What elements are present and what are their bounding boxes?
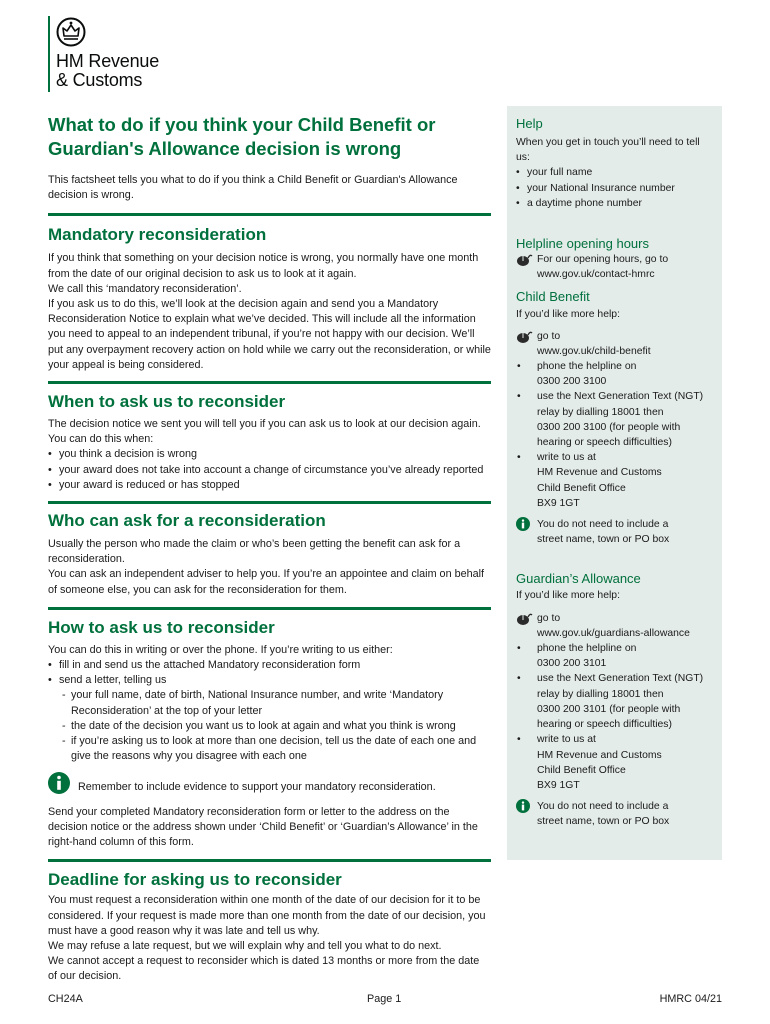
address-line: BX9 1GT bbox=[537, 497, 580, 509]
heading-who-can-ask: Who can ask for a reconsideration bbox=[48, 511, 326, 531]
opening-hours-row bbox=[516, 252, 714, 282]
sidebar-text: phone the helpline on bbox=[537, 361, 637, 373]
list-item: • a daytime phone number bbox=[516, 196, 714, 211]
sidebar-text: relay by dialling 18001 then bbox=[537, 406, 664, 418]
logo-bar bbox=[48, 16, 50, 92]
sidebar-text: go to bbox=[537, 612, 561, 624]
evidence-note bbox=[48, 780, 491, 795]
org-name bbox=[56, 52, 159, 90]
ga-phone-row bbox=[516, 641, 714, 671]
heading-how-to-ask: How to ask us to reconsider bbox=[48, 617, 275, 637]
paragraph: You can do this in writing or over the phone. If you’re writing to us either: bbox=[48, 643, 393, 656]
heading-when-to-ask: When to ask us to reconsider bbox=[48, 392, 286, 412]
bullet-list bbox=[48, 658, 491, 688]
cb-phone-row bbox=[516, 359, 714, 389]
paragraph: Send your completed Mandatory reconsideration form or letter to the address on the decision notice or the address shown under ‘Child Benefit’ or ‘Guardian’s Allowance’ in the right-hand column of this form. bbox=[48, 805, 478, 849]
paragraph: If you think that something on your decision notice is wrong, you normally have one month from the date of our original decision to ask us to look at it again. bbox=[48, 252, 479, 280]
org-name-line2: & Customs bbox=[56, 70, 143, 90]
info-icon bbox=[48, 772, 70, 794]
cb-ngt-row bbox=[516, 389, 714, 450]
contact-hmrc-link[interactable]: www.gov.uk/contact-hmrc bbox=[537, 269, 655, 281]
sidebar-text: phone the helpline on bbox=[537, 643, 637, 655]
info-icon bbox=[516, 799, 530, 813]
form-code: CH24A bbox=[48, 993, 83, 1005]
mouse-icon bbox=[516, 612, 533, 626]
sidebar-text: street name, town or PO box bbox=[537, 816, 670, 828]
bullet-icon: • bbox=[517, 673, 521, 685]
ga-ngt-row bbox=[516, 671, 714, 732]
ga-write-row bbox=[516, 732, 714, 793]
list-item: • you think a decision is wrong bbox=[48, 447, 491, 462]
heading-deadline: Deadline for asking us to reconsider bbox=[48, 870, 342, 890]
page-title: What to do if you think your Child Benefit or Guardian's Allowance decision is wrong bbox=[48, 114, 436, 159]
bullet-icon: • bbox=[517, 643, 521, 655]
sidebar-text: When you get in touch you’ll need to tell us: bbox=[516, 137, 700, 164]
section-divider bbox=[48, 607, 491, 610]
section-divider bbox=[48, 501, 491, 504]
sidebar-text: If you’d like more help: bbox=[516, 590, 620, 602]
paragraph: Usually the person who made the claim or who’s been getting the benefit can ask for a reconsideration. bbox=[48, 538, 461, 566]
note-text: Remember to include evidence to support your mandatory reconsideration. bbox=[78, 781, 436, 794]
ga-info-row bbox=[516, 799, 714, 829]
address-line: BX9 1GT bbox=[537, 779, 580, 791]
list-item: - if you’re asking us to look at more than one decision, tell us the date of each one and give the reasons why you disagree with each one bbox=[62, 734, 491, 764]
mouse-icon bbox=[516, 253, 533, 267]
sidebar-text: You do not need to include a bbox=[537, 519, 669, 531]
sidebar-text: hearing or speech difficulties) bbox=[537, 437, 672, 449]
list-item: • your full name bbox=[516, 165, 714, 180]
sidebar-text: use the Next Generation Text (NGT) bbox=[537, 391, 704, 403]
guardians-allowance-link[interactable]: www.gov.uk/guardians-allowance bbox=[537, 627, 690, 639]
sidebar-text: You do not need to include a bbox=[537, 801, 669, 813]
list-item: • your award does not take into account a change of circumstance you’ve already reported bbox=[48, 463, 491, 478]
sidebar-text: If you’d like more help: bbox=[516, 309, 620, 321]
list-item: • send a letter, telling us bbox=[48, 673, 491, 688]
bullet-icon: • bbox=[517, 734, 521, 746]
cb-web-row bbox=[516, 329, 714, 359]
form-version: HMRC 04/21 bbox=[659, 993, 722, 1005]
info-icon bbox=[516, 517, 530, 531]
page-number: Page 1 bbox=[367, 993, 402, 1005]
sidebar-text: For our opening hours, go to bbox=[537, 254, 669, 266]
mouse-icon bbox=[516, 330, 533, 344]
paragraph: You must request a reconsideration within one month of the date of our decision for it to be considered. If your request is made more than one month from the date of our decision, you must have a good reason why it was late and tell us why. bbox=[48, 894, 486, 937]
list-item: - the date of the decision you want us to look at again and what you think is wrong bbox=[62, 719, 491, 734]
dash-list bbox=[48, 688, 491, 764]
paragraph: We call this ‘mandatory reconsideration’. bbox=[48, 282, 242, 295]
help-sidebar bbox=[507, 106, 722, 860]
intro-text: This factsheet tells you what to do if you think a Child Benefit or Guardian's Allowance decision is wrong. bbox=[48, 174, 458, 202]
org-name-line1: HM Revenue bbox=[56, 51, 160, 71]
paragraph: The decision notice we sent you will tell you if you can ask us to look at our decision again. You can do this when: bbox=[48, 418, 481, 446]
paragraph: You can ask an independent adviser to help you. If you’re an appointee and claim on behalf of someone else, you can ask for the reconsideration for them. bbox=[48, 568, 484, 596]
phone-number: 0300 200 3100 bbox=[537, 376, 607, 388]
address-line: Child Benefit Office bbox=[537, 482, 626, 494]
address-line: HM Revenue and Customs bbox=[537, 749, 662, 761]
section-divider bbox=[48, 381, 491, 384]
cb-write-row bbox=[516, 450, 714, 511]
sidebar-text: relay by dialling 18001 then bbox=[537, 688, 664, 700]
sidebar-heading-guardians-allowance: Guardian’s Allowance bbox=[516, 571, 641, 587]
sidebar-text: street name, town or PO box bbox=[537, 534, 670, 546]
bullet-icon: • bbox=[517, 391, 521, 403]
sidebar-text: 0300 200 3100 (for people with bbox=[537, 421, 681, 433]
list-item: • your National Insurance number bbox=[516, 181, 714, 196]
sidebar-text: hearing or speech difficulties) bbox=[537, 719, 672, 731]
list-item: • your award is reduced or has stopped bbox=[48, 478, 491, 493]
bullet-icon: • bbox=[517, 452, 521, 464]
paragraph: If you ask us to do this, we’ll look at the decision again and send you a Mandatory Reconsideration Notice to explain what we’ve decided. This will include all the information you need to appeal to an independent tribunal, if you’re not happy with our decision. We’ll put any overpayment recovery action on hold while we carry out the reconsideration, or while your appeal is being considered. bbox=[48, 298, 491, 371]
section-divider bbox=[48, 859, 491, 862]
sidebar-heading-opening-hours: Helpline opening hours bbox=[516, 236, 649, 252]
crown-crest-icon bbox=[56, 16, 86, 48]
paragraph: We cannot accept a request to reconsider which is dated 13 months or more from the date of our decision. bbox=[48, 955, 480, 983]
sidebar-text: 0300 200 3101 (for people with bbox=[537, 703, 681, 715]
ga-web-row bbox=[516, 611, 714, 641]
sidebar-text: write to us at bbox=[537, 734, 596, 746]
main-column bbox=[48, 113, 491, 985]
phone-number: 0300 200 3101 bbox=[537, 658, 607, 670]
sidebar-text: write to us at bbox=[537, 452, 596, 464]
sidebar-text: use the Next Generation Text (NGT) bbox=[537, 673, 704, 685]
sidebar-bullet-list bbox=[516, 165, 714, 211]
paragraph: We may refuse a late request, but we will explain why and tell you what to do next. bbox=[48, 939, 442, 952]
child-benefit-link[interactable]: www.gov.uk/child-benefit bbox=[537, 345, 651, 357]
list-item: - your full name, date of birth, National Insurance number, and write ‘Mandatory Reconsideration’ at the top of your letter bbox=[62, 688, 491, 718]
sidebar-heading-child-benefit: Child Benefit bbox=[516, 289, 590, 305]
address-line: HM Revenue and Customs bbox=[537, 467, 662, 479]
bullet-list bbox=[48, 447, 491, 493]
bullet-icon: • bbox=[517, 361, 521, 373]
address-line: Child Benefit Office bbox=[537, 764, 626, 776]
sidebar-heading-help: Help bbox=[516, 116, 543, 131]
heading-mandatory-reconsideration: Mandatory reconsideration bbox=[48, 225, 267, 245]
cb-info-row bbox=[516, 517, 714, 547]
list-item: • fill in and send us the attached Mandatory reconsideration form bbox=[48, 658, 491, 673]
sidebar-text: go to bbox=[537, 330, 561, 342]
section-divider bbox=[48, 213, 491, 216]
